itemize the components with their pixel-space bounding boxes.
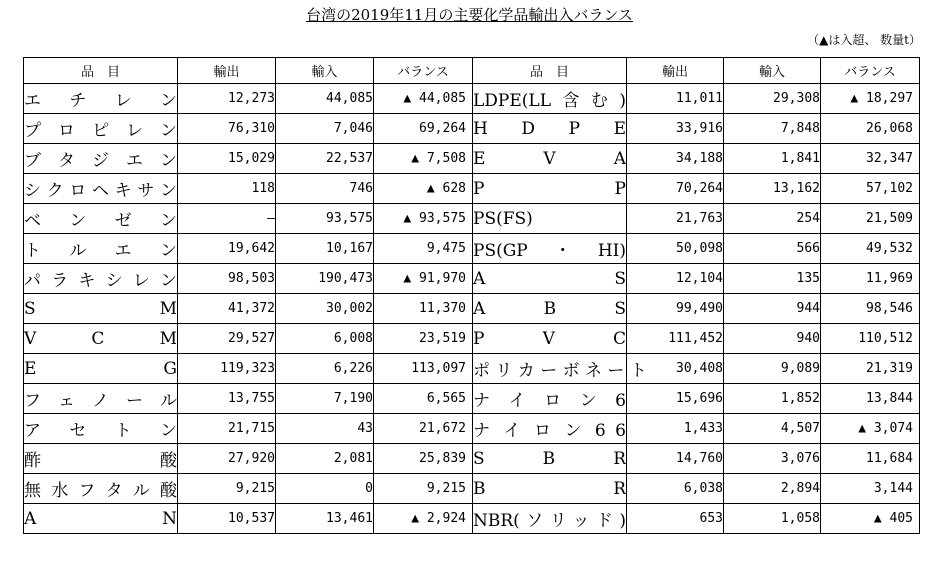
balance-table (23, 57, 920, 534)
product-name: ナ イ ロ ン 6 (473, 391, 626, 411)
product-name: エ チ レ ン (24, 91, 177, 111)
left-export-cell: 9,215 (178, 474, 276, 504)
product-name: S B R (473, 448, 626, 469)
left-name-cell (24, 444, 178, 474)
left-export-cell: 98,503 (178, 264, 276, 294)
table-row (24, 84, 920, 114)
left-name-cell (24, 474, 178, 504)
product-name: H D P E (473, 118, 626, 139)
left-import-cell: 190,473 (276, 264, 374, 294)
right-import-cell: 254 (724, 204, 821, 234)
left-export-cell: 29,527 (178, 324, 276, 354)
left-export-cell: 21,715 (178, 414, 276, 444)
product-name: ポ リ カ ー ボ ネ ー ト (473, 361, 647, 381)
product-name: NBR(ソリッド) (473, 511, 626, 531)
table-row (24, 174, 920, 204)
right-import-cell: 7,848 (724, 114, 821, 144)
right-balance-cell: 57,102 (821, 174, 920, 204)
left-name-cell (24, 294, 178, 324)
right-export-cell: 99,490 (627, 294, 724, 324)
product-name: シ ク ロ ヘ キ サ ン (24, 181, 177, 201)
left-balance-cell: 113,097 (374, 354, 473, 384)
product-name: S M (24, 298, 177, 319)
header-export-left: 輸出 (178, 58, 276, 84)
left-import-cell: 22,537 (276, 144, 374, 174)
right-name-cell (473, 234, 627, 264)
right-name-cell (473, 354, 647, 384)
left-import-cell: 2,081 (276, 444, 374, 474)
left-export-cell: 41,372 (178, 294, 276, 324)
left-name-cell (24, 144, 178, 174)
left-import-cell: 13,461 (276, 504, 374, 534)
left-export-cell: 13,755 (178, 384, 276, 414)
left-import-cell: 0 (276, 474, 374, 504)
product-name: V C M (24, 328, 177, 349)
left-balance-cell: ▲ 44,085 (374, 84, 473, 114)
left-balance-cell: ▲ 91,970 (374, 264, 473, 294)
right-export-cell: 6,038 (627, 474, 724, 504)
product-name: ア セ ト ン (24, 421, 177, 441)
left-export-cell: 10,537 (178, 504, 276, 534)
right-import-cell: 944 (724, 294, 821, 324)
right-export-cell: 11,011 (627, 84, 724, 114)
left-name-cell (24, 324, 178, 354)
left-name-cell (24, 414, 178, 444)
right-name-cell (473, 204, 627, 234)
right-import-cell: 4,507 (724, 414, 821, 444)
left-import-cell: 7,190 (276, 384, 374, 414)
left-import-cell: 746 (276, 174, 374, 204)
left-balance-cell: 6,565 (374, 384, 473, 414)
header-row (24, 58, 920, 84)
right-name-cell (473, 84, 627, 114)
right-name-cell (473, 504, 627, 534)
left-import-cell: 30,002 (276, 294, 374, 324)
table-body (24, 84, 920, 534)
right-export-cell: 12,104 (627, 264, 724, 294)
left-import-cell: 6,008 (276, 324, 374, 354)
right-balance-cell: 11,969 (821, 264, 920, 294)
product-name: E V A (473, 148, 626, 169)
left-balance-cell: ▲ 2,924 (374, 504, 473, 534)
left-balance-cell: ▲ 628 (374, 174, 473, 204)
left-balance-cell: 9,475 (374, 234, 473, 264)
left-export-cell: ― (178, 204, 276, 234)
left-name-cell (24, 204, 178, 234)
right-export-cell: 33,916 (627, 114, 724, 144)
right-balance-cell: 110,512 (821, 324, 920, 354)
left-export-cell: 15,029 (178, 144, 276, 174)
table-row (24, 354, 920, 384)
header-export-right: 輸出 (627, 58, 724, 84)
header-import-right: 輸入 (724, 58, 821, 84)
product-name: ベ ン ゼ ン (24, 211, 177, 231)
product-name: プ ロ ピ レ ン (24, 121, 177, 141)
product-name: A S (473, 268, 626, 289)
page-title (0, 6, 939, 24)
left-export-cell: 118 (178, 174, 276, 204)
header-import-left: 輸入 (276, 58, 374, 84)
product-name: A N (24, 508, 177, 529)
right-export-cell: 30,408 (627, 354, 724, 384)
product-name: ト ル エ ン (24, 241, 177, 261)
left-name-cell (24, 114, 178, 144)
left-name-cell (24, 174, 178, 204)
right-balance-cell: 26,068 (821, 114, 920, 144)
table-row (24, 324, 920, 354)
right-import-cell: 9,089 (724, 354, 821, 384)
left-export-cell: 76,310 (178, 114, 276, 144)
left-balance-cell: ▲ 93,575 (374, 204, 473, 234)
right-import-cell: 135 (724, 264, 821, 294)
right-balance-cell: ▲ 3,074 (821, 414, 920, 444)
table-row (24, 204, 920, 234)
right-name-cell (473, 114, 627, 144)
right-name-cell (473, 144, 627, 174)
right-import-cell: 1,841 (724, 144, 821, 174)
right-import-cell: 13,162 (724, 174, 821, 204)
right-export-cell: 50,098 (627, 234, 724, 264)
product-name: パ ラ キ シ レ ン (24, 271, 177, 291)
left-name-cell (24, 84, 178, 114)
right-import-cell: 566 (724, 234, 821, 264)
left-export-cell: 12,273 (178, 84, 276, 114)
left-balance-cell: ▲ 7,508 (374, 144, 473, 174)
right-import-cell: 1,852 (724, 384, 821, 414)
right-balance-cell: 49,532 (821, 234, 920, 264)
header-item-left: 品 目 (24, 58, 178, 84)
table-row (24, 504, 920, 534)
right-import-cell: 29,308 (724, 84, 821, 114)
right-balance-cell: 32,347 (821, 144, 920, 174)
right-name-cell (473, 444, 627, 474)
right-import-cell: 1,058 (724, 504, 821, 534)
right-balance-cell: 3,144 (821, 474, 920, 504)
left-balance-cell: 21,672 (374, 414, 473, 444)
product-name: P P (473, 178, 626, 199)
left-name-cell (24, 234, 178, 264)
right-balance-cell: ▲ 405 (821, 504, 920, 534)
left-import-cell: 7,046 (276, 114, 374, 144)
unit-note: （▲は入超、 数量t） (807, 33, 921, 47)
left-name-cell (24, 264, 178, 294)
product-name: A B S (473, 298, 626, 319)
right-name-cell (473, 324, 627, 354)
right-balance-cell: 21,509 (821, 204, 920, 234)
left-import-cell: 10,167 (276, 234, 374, 264)
table-row (24, 234, 920, 264)
left-balance-cell: 11,370 (374, 294, 473, 324)
left-import-cell: 93,575 (276, 204, 374, 234)
table-row (24, 114, 920, 144)
right-export-cell: 70,264 (627, 174, 724, 204)
right-name-cell (473, 474, 627, 504)
table-row (24, 384, 920, 414)
left-export-cell: 27,920 (178, 444, 276, 474)
right-export-cell: 1,433 (627, 414, 724, 444)
right-export-cell: 21,763 (627, 204, 724, 234)
left-import-cell: 43 (276, 414, 374, 444)
right-import-cell: 940 (724, 324, 821, 354)
left-balance-cell: 9,215 (374, 474, 473, 504)
header-item-right: 品 目 (473, 58, 627, 84)
left-balance-cell: 69,264 (374, 114, 473, 144)
right-export-cell: 14,760 (627, 444, 724, 474)
product-name: フ ェ ノ ー ル (24, 391, 177, 411)
header-balance-right: バランス (821, 58, 920, 84)
product-name: E G (24, 358, 177, 379)
right-name-cell (473, 294, 627, 324)
left-import-cell: 6,226 (276, 354, 374, 384)
product-name: P V C (473, 328, 626, 349)
title-text: 台湾の2019年11月の主要化学品輸出入バランス (306, 6, 633, 24)
table-row (24, 294, 920, 324)
left-name-cell (24, 384, 178, 414)
right-balance-cell: 21,319 (821, 354, 920, 384)
left-import-cell: 44,085 (276, 84, 374, 114)
product-name: ブ タ ジ エ ン (24, 151, 177, 171)
product-name: B R (473, 478, 626, 499)
left-export-cell: 119,323 (178, 354, 276, 384)
table-row (24, 414, 920, 444)
product-name: 酢 酸 (24, 451, 177, 471)
table-row (24, 144, 920, 174)
table-row (24, 474, 920, 504)
right-name-cell (473, 264, 627, 294)
right-import-cell: 2,894 (724, 474, 821, 504)
product-name: ナ イ ロ ン 6 6 (473, 421, 626, 441)
left-balance-cell: 25,839 (374, 444, 473, 474)
right-export-cell: 653 (627, 504, 724, 534)
right-export-cell: 15,696 (627, 384, 724, 414)
right-name-cell (473, 414, 627, 444)
table-row (24, 264, 920, 294)
right-balance-cell: 98,546 (821, 294, 920, 324)
left-export-cell: 19,642 (178, 234, 276, 264)
right-export-cell: 34,188 (627, 144, 724, 174)
product-name: PS(GP・HI) (473, 241, 626, 261)
right-name-cell (473, 384, 627, 414)
product-name: LDPE(LL含む) (473, 91, 626, 111)
right-balance-cell: ▲ 18,297 (821, 84, 920, 114)
left-balance-cell: 23,519 (374, 324, 473, 354)
left-name-cell (24, 354, 178, 384)
left-name-cell (24, 504, 178, 534)
product-name: PS(FS) (473, 208, 533, 229)
right-name-cell (473, 174, 627, 204)
right-import-cell: 3,076 (724, 444, 821, 474)
right-balance-cell: 11,684 (821, 444, 920, 474)
header-balance-left: バランス (374, 58, 473, 84)
right-balance-cell: 13,844 (821, 384, 920, 414)
table-row (24, 444, 920, 474)
right-export-cell: 111,452 (627, 324, 724, 354)
product-name: 無 水 フ タ ル 酸 (24, 481, 177, 501)
